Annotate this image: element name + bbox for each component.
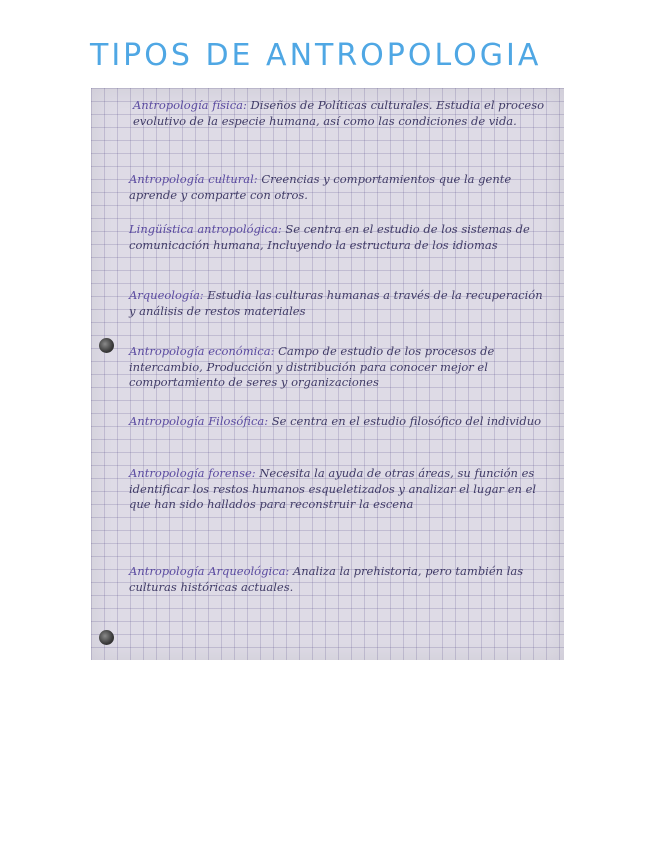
entry-antropologia-economica <box>129 344 550 391</box>
entry-arqueologia <box>129 288 550 319</box>
entry-term: Antropología cultural: <box>129 172 258 186</box>
entry-antropologia-cultural <box>129 172 550 203</box>
notebook-page-photo <box>91 88 564 660</box>
entry-linguistica-antropologica <box>129 222 550 253</box>
entry-antropologia-fisica <box>133 98 550 129</box>
entry-text: Diseños de Políticas culturales. Estudia el proceso evolutivo de la especie humana, así como las condiciones de vida. <box>133 98 545 128</box>
entry-antropologia-filosofica <box>129 414 550 430</box>
binder-hole-icon <box>99 338 114 353</box>
entry-text: Creencias y comportamientos que la gente aprende y comparte con otros. <box>129 172 512 202</box>
entry-text: Se centra en el estudio filosófico del individuo <box>271 414 542 428</box>
entry-antropologia-arqueologica <box>129 564 550 595</box>
entry-term: Antropología Filosófica: <box>129 414 269 428</box>
page-title: TIPOS DE ANTROPOLOGIA <box>90 38 542 73</box>
entry-text: Analiza la prehistoria, pero también las culturas históricas actuales. <box>129 564 524 594</box>
entry-term: Antropología física: <box>133 98 247 112</box>
binder-hole-icon <box>99 630 114 645</box>
entry-term: Antropología forense: <box>129 466 256 480</box>
entry-term: Lingüística antropológica: <box>129 222 282 236</box>
entry-term: Arqueología: <box>129 288 204 302</box>
entry-term: Antropología económica: <box>129 344 275 358</box>
entry-antropologia-forense <box>129 466 550 513</box>
entry-term: Antropología Arqueológica: <box>129 564 290 578</box>
entry-text: Campo de estudio de los procesos de intercambio, Producción y distribución para conocer mejor el comportamiento de seres y organizaciones <box>129 344 495 389</box>
entry-text: Se centra en el estudio de los sistemas de comunicación humana, Incluyendo la estructura de los idiomas <box>129 222 530 252</box>
entry-text: Necesita la ayuda de otras áreas, su función es identificar los restos humanos esqueletizados y analizar el lugar en el que han sido hallados para reconstruir la escena <box>129 466 537 511</box>
entry-text: Estudia las culturas humanas a través de la recuperación y análisis de restos materiales <box>129 288 543 318</box>
